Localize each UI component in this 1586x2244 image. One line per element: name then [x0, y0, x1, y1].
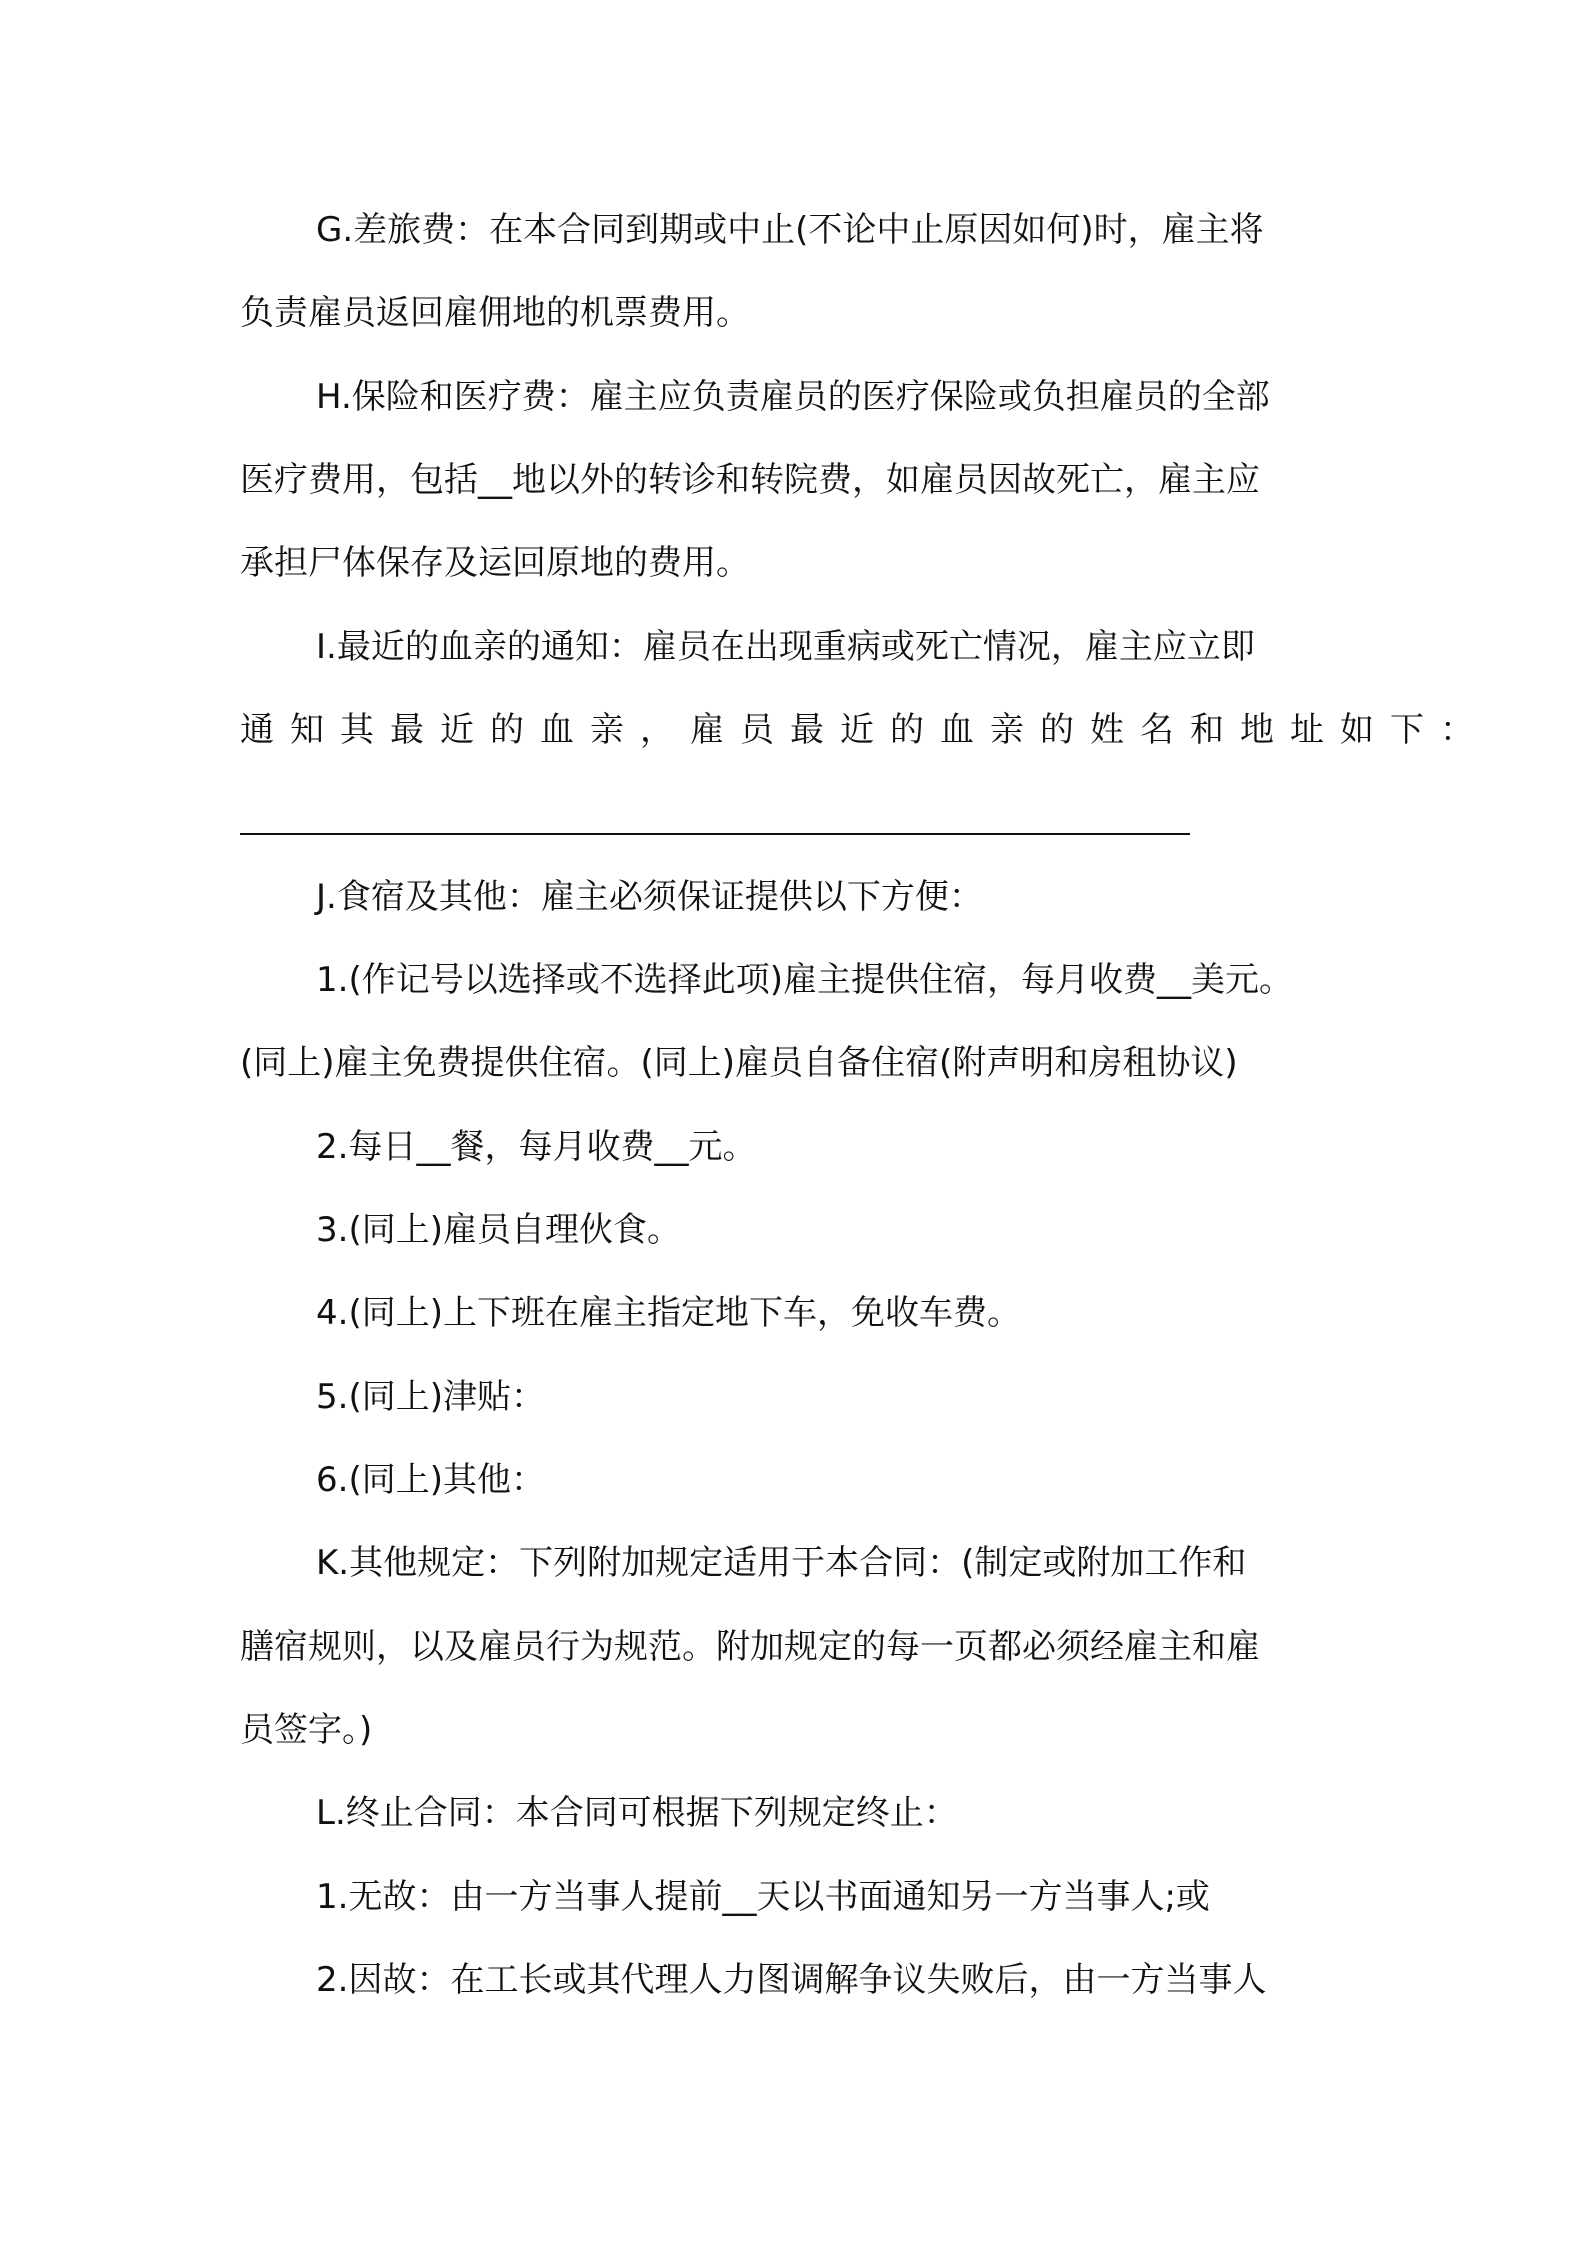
item-5: 5.(同上)津贴：: [316, 1377, 545, 1417]
blank-fill-line: [240, 833, 1190, 835]
paragraph-g-line-2: 负责雇员返回雇佣地的机票费用。: [240, 293, 750, 333]
item-2: 2.每日__餐，每月收费__元。: [316, 1127, 757, 1167]
paragraph-k-line-1: K.其他规定：下列附加规定适用于本合同：(制定或附加工作和: [316, 1543, 1247, 1583]
paragraph-h-line-3: 承担尸体保存及运回原地的费用。: [240, 543, 750, 583]
paragraph-l-heading: L.终止合同：本合同可根据下列规定终止：: [316, 1793, 958, 1833]
item-1-line-2: (同上)雇主免费提供住宿。(同上)雇员自备住宿(附声明和房租协议): [240, 1043, 1238, 1083]
paragraph-h-line-1: H.保险和医疗费：雇主应负责雇员的医疗保险或负担雇员的全部: [316, 377, 1270, 417]
paragraph-i-line-1: I.最近的血亲的通知：雇员在出现重病或死亡情况，雇主应立即: [316, 627, 1255, 667]
paragraph-h-line-2: 医疗费用，包括__地以外的转诊和转院费，如雇员因故死亡，雇主应: [240, 460, 1260, 500]
item-1-line-1: 1.(作记号以选择或不选择此项)雇主提供住宿，每月收费__美元。: [316, 960, 1293, 1000]
item-3: 3.(同上)雇员自理伙食。: [316, 1210, 681, 1250]
termination-item-2: 2.因故：在工长或其代理人力图调解争议失败后，由一方当事人: [316, 1960, 1267, 2000]
paragraph-j-heading: J.食宿及其他：雇主必须保证提供以下方便：: [316, 877, 983, 917]
item-6: 6.(同上)其他：: [316, 1460, 545, 1500]
paragraph-g-line-1: G.差旅费：在本合同到期或中止(不论中止原因如何)时，雇主将: [316, 210, 1264, 250]
termination-item-1: 1.无故：由一方当事人提前__天以书面通知另一方当事人;或: [316, 1877, 1210, 1917]
paragraph-i-line-2: 通知其最近的血亲，雇员最近的血亲的姓名和地址如下：: [240, 710, 1490, 750]
paragraph-k-line-2: 膳宿规则，以及雇员行为规范。附加规定的每一页都必须经雇主和雇: [240, 1627, 1260, 1667]
paragraph-k-line-3: 员签字。): [240, 1710, 373, 1750]
item-4: 4.(同上)上下班在雇主指定地下车，免收车费。: [316, 1293, 1021, 1333]
